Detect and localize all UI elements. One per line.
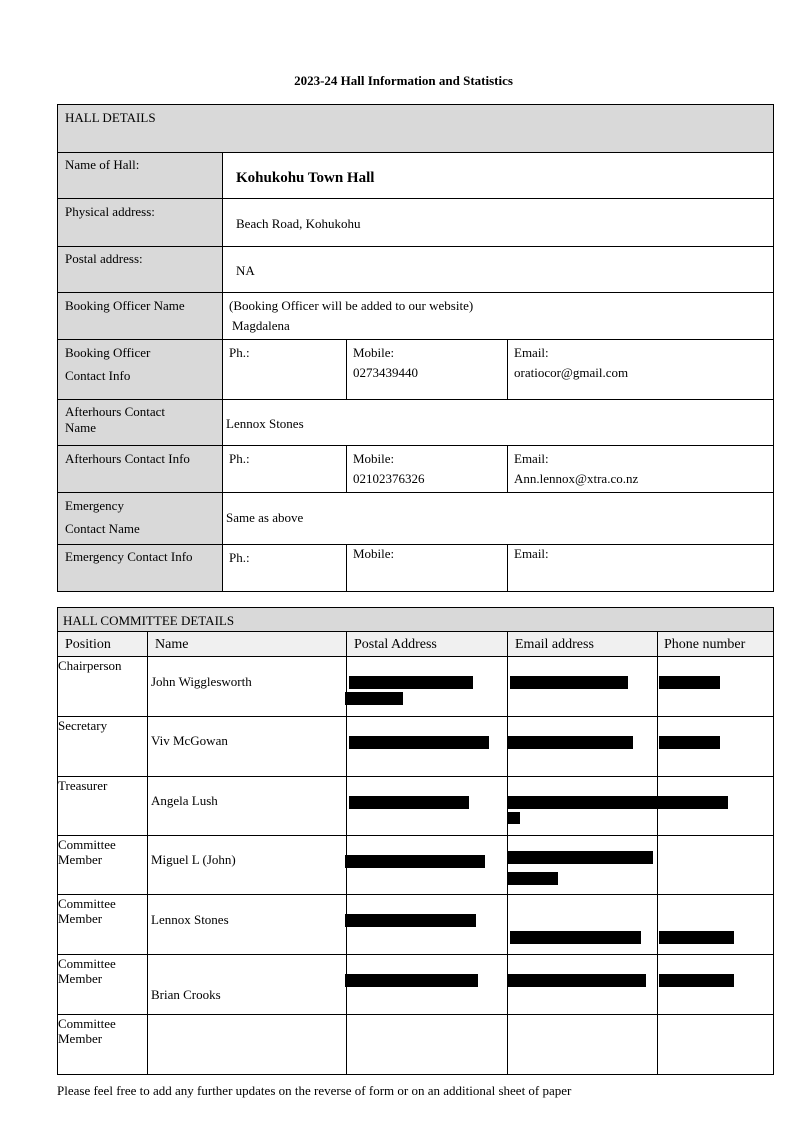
afterhours-mobile-value: 02102376326 xyxy=(353,471,425,486)
row-line xyxy=(57,1014,774,1015)
col-line xyxy=(346,445,347,492)
name-of-hall-value: Kohukohu Town Hall xyxy=(236,170,375,186)
name-of-hall-label: Name of Hall: xyxy=(65,157,140,172)
row-name: Miguel L (John) xyxy=(151,852,236,867)
emergency-email-label: Email: xyxy=(514,546,549,561)
row-name: Angela Lush xyxy=(151,793,218,808)
redaction xyxy=(508,796,728,809)
row-line xyxy=(57,954,774,955)
booking-email-label: Email: xyxy=(514,345,549,360)
afterhours-mobile-label: Mobile: xyxy=(353,451,395,466)
redaction xyxy=(508,851,653,864)
row-position: Treasurer xyxy=(58,778,108,793)
row-line xyxy=(57,399,774,400)
emergency-name-label-line1: Emergency xyxy=(65,498,124,513)
afterhours-name-label-line2: Name xyxy=(65,420,97,435)
row-line xyxy=(57,894,774,895)
committee-header: HALL COMMITTEE DETAILS xyxy=(63,613,235,628)
booking-officer-name-label: Booking Officer Name xyxy=(65,298,185,313)
booking-officer-note: (Booking Officer will be added to our website) xyxy=(229,298,474,313)
row-position: Committee xyxy=(58,956,116,971)
redaction xyxy=(508,974,646,987)
col-phone-number: Phone number xyxy=(664,637,746,652)
row-position-line2: Member xyxy=(58,911,103,926)
row-name: Brian Crooks xyxy=(151,987,221,1002)
row-line xyxy=(57,198,774,199)
redaction xyxy=(345,914,476,927)
booking-email-value: oratiocor@gmail.com xyxy=(514,365,629,380)
col-name: Name xyxy=(155,637,189,652)
row-position: Chairperson xyxy=(58,658,122,673)
postal-address-label: Postal address: xyxy=(65,251,143,266)
col-position: Position xyxy=(65,637,111,652)
afterhours-email-label: Email: xyxy=(514,451,549,466)
row-position: Committee xyxy=(58,1016,116,1031)
row-line xyxy=(57,445,774,446)
col-line xyxy=(507,445,508,492)
col-line xyxy=(507,544,508,592)
redaction xyxy=(349,676,473,689)
row-line xyxy=(57,716,774,717)
col-line xyxy=(346,544,347,592)
emergency-name-value: Same as above xyxy=(226,510,304,525)
booking-mobile-label: Mobile: xyxy=(353,345,395,360)
row-line xyxy=(57,835,774,836)
row-line xyxy=(57,292,774,293)
row-line xyxy=(57,776,774,777)
row-position-line2: Member xyxy=(58,971,103,986)
row-line xyxy=(57,246,774,247)
afterhours-name-label-line1: Afterhours Contact xyxy=(65,404,166,419)
redaction xyxy=(508,872,558,885)
redaction xyxy=(659,736,720,749)
booking-mobile-value: 0273439440 xyxy=(353,365,418,380)
col-postal-address: Postal Address xyxy=(354,637,437,652)
redaction xyxy=(659,676,720,689)
row-name: Viv McGowan xyxy=(151,733,228,748)
redaction xyxy=(345,692,403,705)
redaction xyxy=(508,812,520,824)
afterhours-info-label: Afterhours Contact Info xyxy=(65,451,190,466)
row-position: Committee xyxy=(58,837,116,852)
col-email-address: Email address xyxy=(515,637,594,652)
booking-ph-label: Ph.: xyxy=(229,345,250,360)
col-line xyxy=(147,631,148,1075)
redaction xyxy=(510,676,628,689)
label-divider xyxy=(222,152,223,592)
row-line xyxy=(57,339,774,340)
booking-contact-label-line1: Booking Officer xyxy=(65,345,151,360)
redaction xyxy=(345,855,485,868)
redaction xyxy=(349,736,489,749)
row-line xyxy=(57,492,774,493)
row-position: Secretary xyxy=(58,718,108,733)
col-line xyxy=(346,339,347,399)
row-position-line2: Member xyxy=(58,1031,103,1046)
afterhours-name-value: Lennox Stones xyxy=(226,416,304,431)
afterhours-email-value: Ann.lennox@xtra.co.nz xyxy=(514,471,639,486)
postal-address-value: NA xyxy=(236,263,255,278)
row-position-line2: Member xyxy=(58,852,103,867)
emergency-name-label-line2: Contact Name xyxy=(65,521,140,536)
redaction xyxy=(659,974,734,987)
booking-contact-label-line2: Contact Info xyxy=(65,368,131,383)
physical-address-label: Physical address: xyxy=(65,204,155,219)
emergency-info-label: Emergency Contact Info xyxy=(65,549,193,564)
row-name: Lennox Stones xyxy=(151,912,229,927)
hall-details-header: HALL DETAILS xyxy=(65,110,156,125)
redaction xyxy=(510,931,641,944)
redaction xyxy=(508,736,633,749)
col-line xyxy=(507,339,508,399)
footer-note: Please feel free to add any further updates on the reverse of form or on an additional sheet of paper xyxy=(57,1083,572,1098)
redaction xyxy=(345,974,478,987)
page-title: 2023-24 Hall Information and Statistics xyxy=(294,73,513,88)
row-name: John Wigglesworth xyxy=(151,674,252,689)
row-line xyxy=(57,544,774,545)
col-line xyxy=(657,631,658,1075)
redaction xyxy=(659,931,734,944)
afterhours-ph-label: Ph.: xyxy=(229,451,250,466)
redaction xyxy=(349,796,469,809)
booking-officer-name-value: Magdalena xyxy=(232,318,290,333)
row-position: Committee xyxy=(58,896,116,911)
hall-details-header-cell xyxy=(57,104,774,153)
physical-address-value: Beach Road, Kohukohu xyxy=(236,216,361,231)
emergency-ph-label: Ph.: xyxy=(229,550,250,565)
emergency-mobile-label: Mobile: xyxy=(353,546,395,561)
row-line xyxy=(57,656,774,657)
